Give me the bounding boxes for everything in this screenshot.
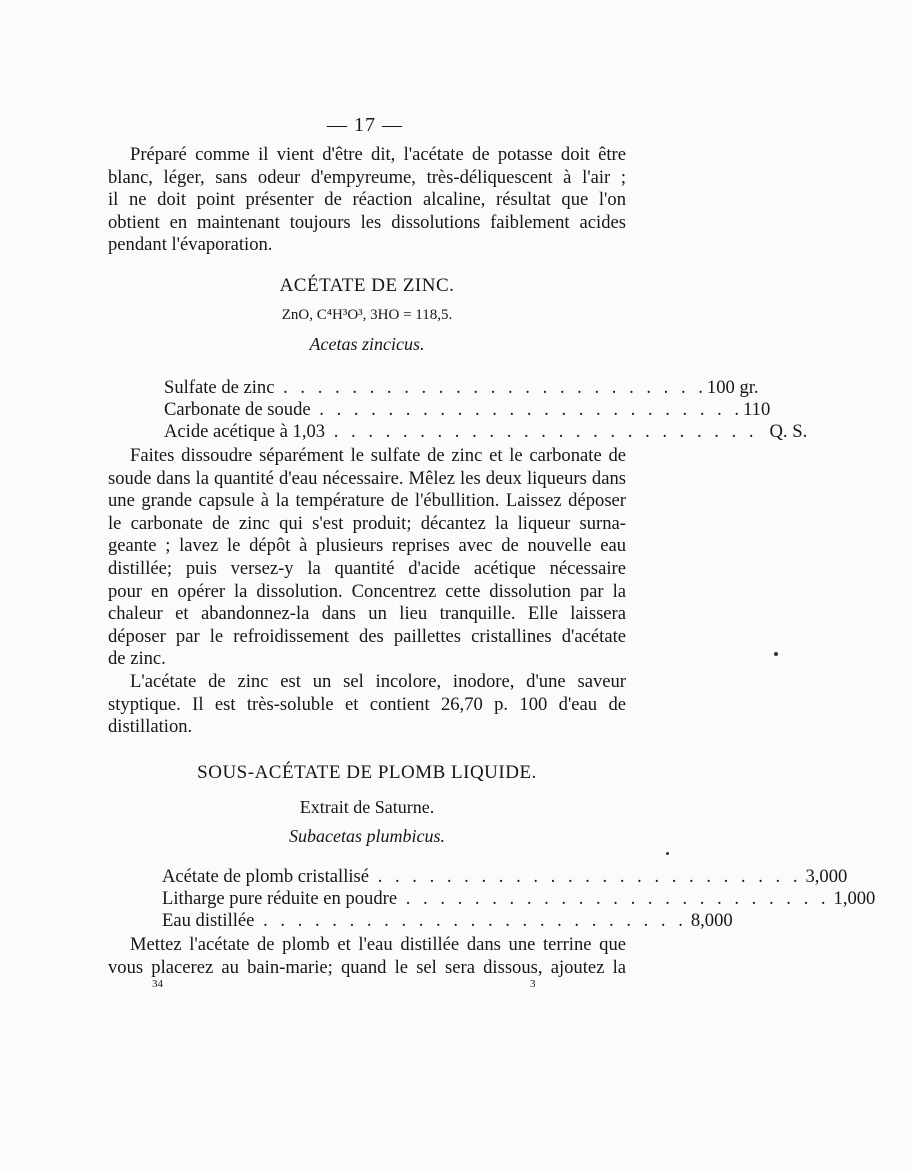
latin-name: Acetas zincicus.: [309, 334, 425, 354]
section-subtitle: Extrait de Saturne.: [299, 797, 435, 817]
recipe-row: Eau distillée . . . . . . . . . . . . . . . . . . . . . . . . . 8,000: [162, 910, 626, 932]
text-line: distillation.: [108, 716, 193, 738]
text-line: le carbonate de zinc qui s'est produit; décantez la liqueur surna-: [108, 512, 626, 534]
ingredient-name: Acétate de plomb cristallisé: [162, 866, 370, 887]
text-line: pendant l'évaporation.: [108, 234, 273, 256]
text-line: soude dans la quantité d'eau nécessaire. Mêlez les deux liqueurs dans: [108, 467, 626, 489]
ink-speck: [666, 852, 669, 855]
section-title-sous-acetate-plomb: SOUS-ACÉTATE DE PLOMB LIQUIDE.: [197, 762, 537, 783]
ingredient-name: Litharge pure réduite en poudre: [162, 888, 398, 909]
text-line: Mettez l'acétate de plomb et l'eau distillée dans une terrine que: [130, 934, 626, 955]
recipe-row: Acétate de plomb cristallisé . . . . . . . . . . . . . . . . . . . . . . . . . 3,000: [162, 866, 626, 888]
text-line: pour en opérer la dissolution. Concentrez cette dissolution par la: [108, 580, 626, 602]
recipe-row: Sulfate de zinc . . . . . . . . . . . . . . . . . . . . . . . . . 100 gr.: [164, 377, 626, 399]
recipe-plomb: [108, 866, 876, 932]
text-line: Faites dissoudre séparément le sulfate de zinc et le carbonate de: [130, 445, 626, 466]
text-line: vous placerez au bain-marie; quand le sel sera dissous, ajoutez la: [108, 956, 626, 978]
text-line: Préparé comme il vient d'être dit, l'acétate de potasse doit être: [130, 144, 626, 165]
page-number: — 17 —: [327, 114, 403, 136]
intro-paragraph: [108, 144, 626, 257]
signature-mark-left: 34: [152, 978, 163, 990]
text-line: distillée; puis versez-y la quantité d'acide acétique nécessaire: [108, 557, 626, 579]
ingredient-qty: 8,000: [690, 910, 733, 931]
text-line: styptique. Il est très-soluble et contient 26,70 p. 100 d'eau de: [108, 693, 626, 715]
ingredient-qty: 110: [743, 399, 771, 420]
ingredient-qty: 3,000: [805, 866, 848, 887]
text-line: obtient en maintenant toujours les dissolutions faiblement acides: [108, 211, 626, 233]
ingredient-name: Eau distillée: [162, 910, 255, 931]
recipe-zinc: [108, 377, 808, 443]
ingredient-qty: 1,000: [833, 888, 876, 909]
text-line: il ne doit point présenter de réaction alcaline, résultat que l'on: [108, 189, 626, 211]
text-line: geante ; lavez le dépôt à plusieurs reprises avec de nouvelle eau: [108, 535, 626, 557]
signature-mark-right: 3: [530, 978, 536, 990]
ingredient-name: Carbonate de soude: [164, 399, 311, 420]
recipe-row: Carbonate de soude . . . . . . . . . . . . . . . . . . . . . . . . . 110: [164, 399, 626, 421]
text-line: une grande capsule à la température de l'ébullition. Laissez déposer: [108, 490, 626, 512]
chemical-formula: ZnO, C⁴H³O³, 3HO = 118,5.: [281, 307, 453, 323]
ingredient-qty: Q. S.: [769, 421, 808, 442]
ink-speck: [774, 652, 778, 656]
ingredient-qty: 100 gr.: [706, 377, 759, 398]
text-line: blanc, léger, sans odeur d'empyreume, très-déliquescent à l'air ;: [108, 166, 626, 188]
text-line: chaleur et abandonnez-la dans un lieu tranquille. Elle laissera: [108, 603, 626, 625]
plomb-preparation-paragraph: [108, 934, 626, 979]
section-title-acetate-zinc: ACÉTATE DE ZINC.: [279, 275, 455, 296]
zinc-preparation-paragraph: [108, 445, 626, 739]
recipe-row: Litharge pure réduite en poudre . . . . . . . . . . . . . . . . . . . . . . . . . 1,000: [162, 888, 626, 910]
ingredient-name: Acide acétique à 1,03: [164, 421, 326, 442]
text-line: de zinc.: [108, 648, 166, 670]
text-line: déposer par le refroidissement des paillettes cristallines d'acétate: [108, 625, 626, 647]
latin-name: Subacetas plumbicus.: [289, 826, 445, 846]
ingredient-name: Sulfate de zinc: [164, 377, 275, 398]
recipe-row: Acide acétique à 1,03 . . . . . . . . . . . . . . . . . . . . . . . . . Q. S.: [164, 421, 626, 443]
text-line: L'acétate de zinc est un sel incolore, inodore, d'une saveur: [130, 670, 626, 692]
